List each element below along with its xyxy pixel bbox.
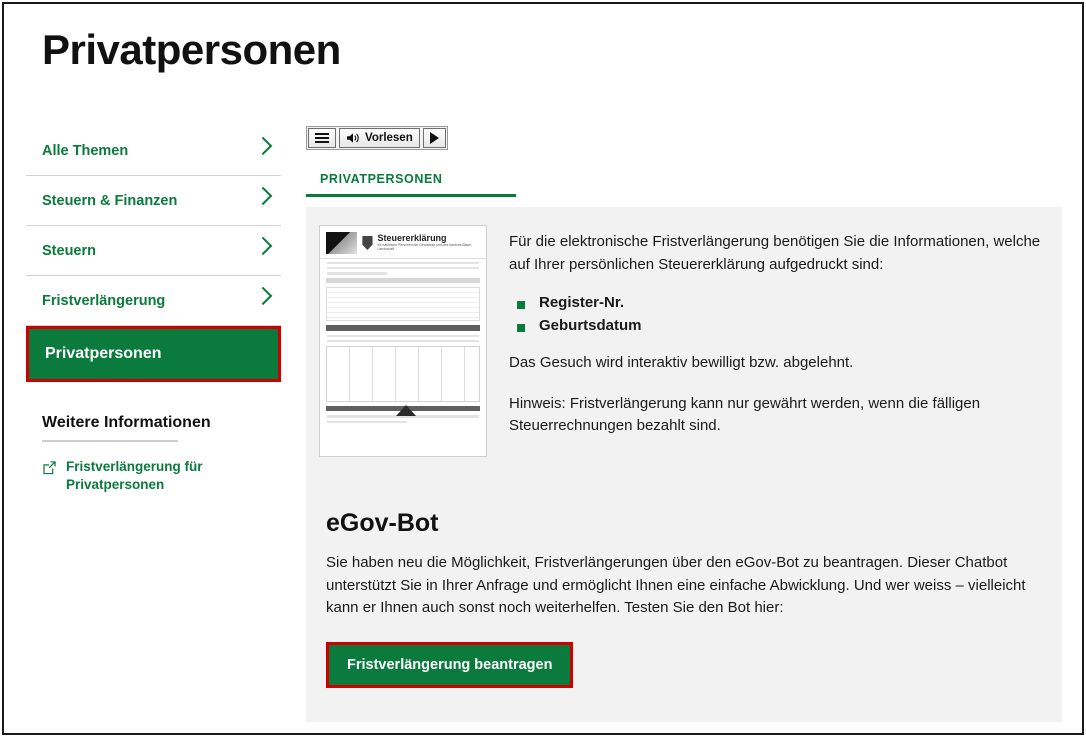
chevron-right-icon [254, 136, 272, 154]
sidebar-item-privatpersonen[interactable] [26, 326, 281, 382]
sidebar-item-steuern-finanzen[interactable] [26, 176, 281, 226]
sidebar [26, 126, 281, 494]
triangle-marker-icon [396, 405, 416, 416]
chevron-right-icon [254, 236, 272, 254]
thumbnail-subtitle: für natürliche Personen der Gemeinde und des Kantons Basel-Landschaft [377, 242, 472, 251]
read-aloud-label: Vorlesen [365, 132, 413, 144]
sidebar-link-fristverlaengerung-privatpersonen[interactable] [26, 442, 281, 494]
external-link-icon [42, 460, 57, 480]
hamburger-icon[interactable] [308, 128, 336, 148]
further-information-heading: Weitere Informationen [42, 414, 211, 431]
chevron-right-icon [254, 286, 272, 304]
page-frame [2, 2, 1084, 735]
sidebar-item-label: Steuern [42, 242, 96, 259]
request-extension-button[interactable]: Fristverlängerung beantragen [326, 642, 573, 688]
sidebar-item-label: Alle Themen [42, 142, 129, 159]
play-button[interactable] [423, 128, 446, 148]
speaker-icon [346, 132, 360, 144]
read-aloud-button[interactable] [339, 128, 420, 148]
section-heading-egov-bot: eGov-Bot [326, 509, 439, 537]
sidebar-item-label: Steuern & Finanzen [42, 192, 178, 209]
paragraph-notice: Hinweis: Fristverlängerung kann nur gewährt werden, wenn die fälligen Steuerrechnungen bezahlt sind. [509, 394, 981, 434]
tab-privatpersonen[interactable]: PRIVATPERSONEN [320, 172, 443, 186]
play-icon [430, 132, 439, 144]
text-to-speech-toolbar [306, 126, 448, 150]
tax-form-thumbnail [319, 225, 487, 457]
sidebar-item-label: Fristverlängerung [42, 292, 166, 309]
paragraph-decision: Das Gesuch wird interaktiv bewilligt bzw. abgelehnt. [509, 354, 854, 371]
sidebar-item-steuern[interactable] [26, 226, 281, 276]
list-item: Geburtsdatum [517, 317, 1042, 334]
sidebar-link-label: Fristverlängerung für Privatpersonen [66, 459, 203, 493]
coat-of-arms-icon [362, 236, 372, 250]
requirements-list [509, 294, 1042, 334]
thumbnail-title: Steuererklärung [377, 233, 447, 244]
sidebar-item-label: Privatpersonen [45, 345, 162, 362]
tab-bar [306, 166, 516, 197]
page-title: Privatpersonen [42, 26, 341, 73]
main-content [306, 126, 1062, 722]
sidebar-item-fristverlaengerung[interactable] [26, 276, 281, 326]
intro-paragraph: Für die elektronische Fristverlängerung benötigen Sie die Informationen, welche auf Ihrer persönlichen Steuererklärung aufgedruckt sind: [509, 233, 1041, 273]
sidebar-item-alle-themen[interactable] [26, 126, 281, 176]
content-panel [306, 207, 1062, 722]
list-item: Register-Nr. [517, 294, 1042, 311]
section-body-egov-bot: Sie haben neu die Möglichkeit, Fristverlängerungen über den eGov-Bot zu beantragen. Dieser Chatbot unterstützt Sie in Ihrer Anfrage und ermöglicht Ihnen eine einfache Abwicklung. Und wer weiss – vielleicht kann er Ihnen auch sonst noch weiterhelfen. Testen Sie den Bot hier: [326, 554, 1026, 616]
logo-image [326, 232, 357, 254]
chevron-right-icon [254, 186, 272, 204]
